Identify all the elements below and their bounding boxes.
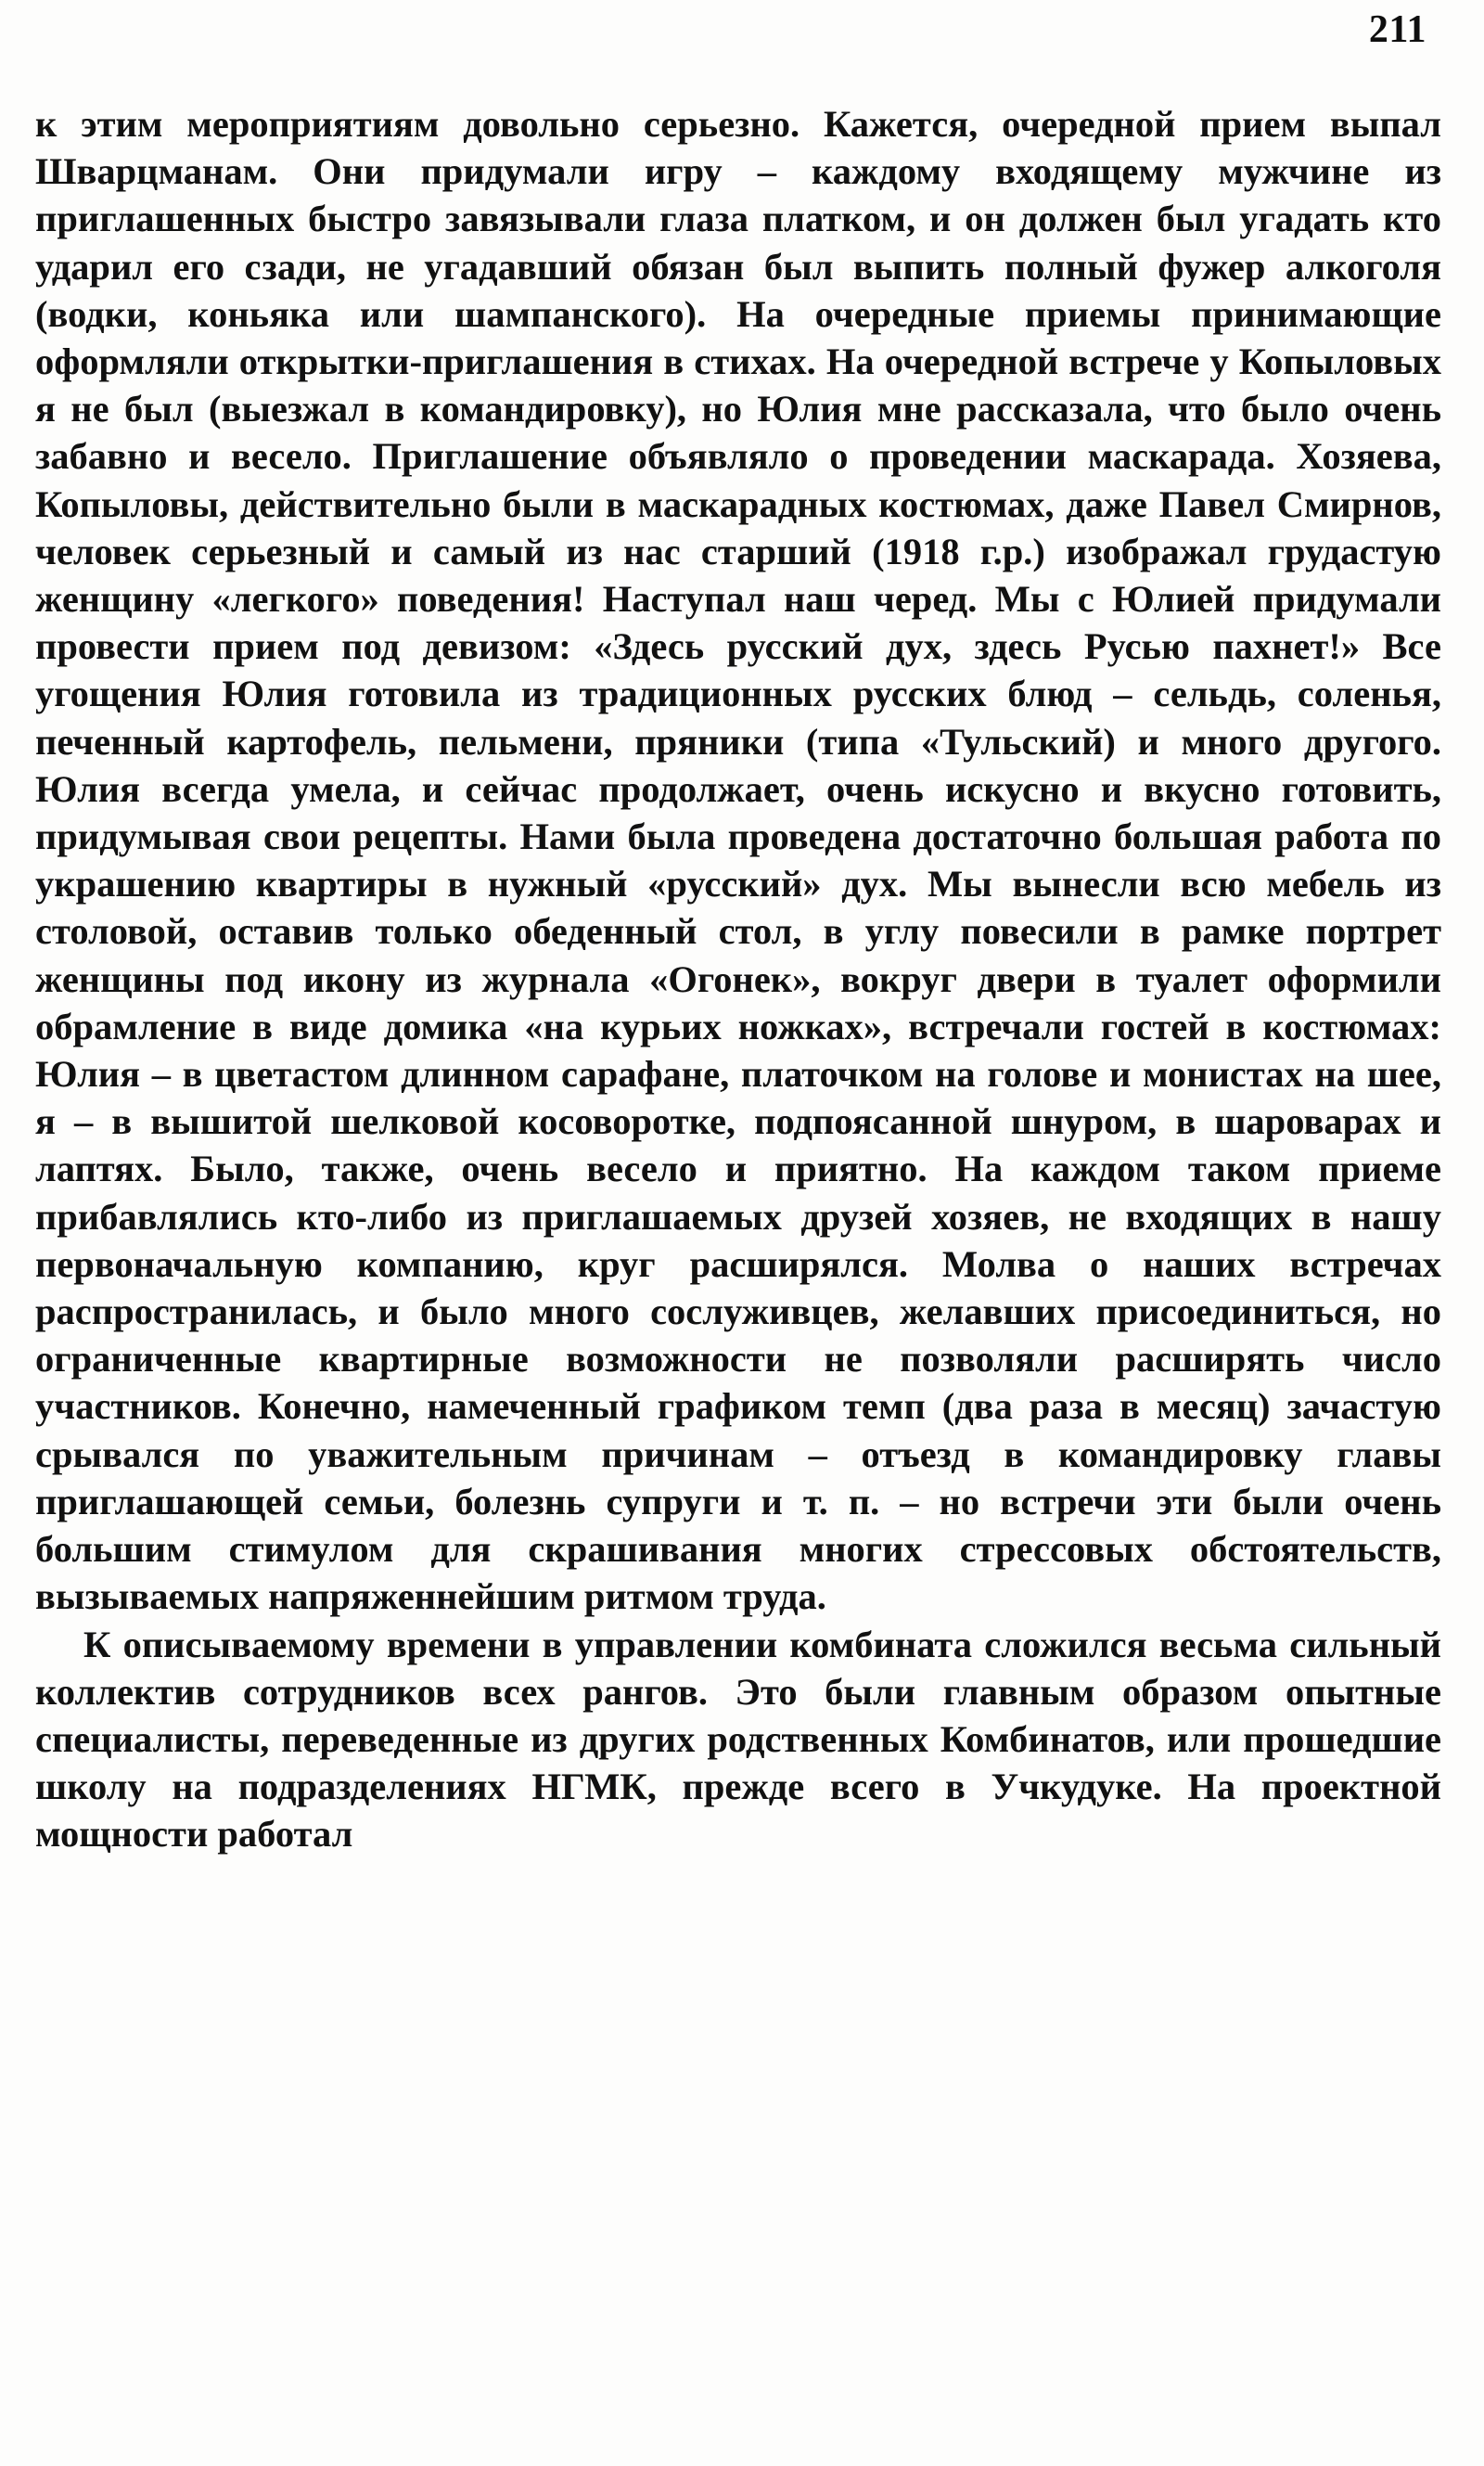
body-paragraph-1: к этим мероприятиям довольно серьезно. Кажется, очередной прием выпал Шварцманам. Они придумали игру – каждому входящему мужчине из приглашенных быстро завязывали глаза платком, и он должен был угадать кто ударил его сзади, не угадавший обязан был выпить полный фужер алкоголя (водки, коньяка или шампанского). На очередные приемы принимающие оформляли открытки-приглашения в стихах. На очередной встрече у Копыловых я не был (выезжал в командировку), но Юлия мне рассказала, что было очень забавно и весело. Приглашение объявляло о проведении маскарада. Хозяева, Копыловы, действительно были в маскарадных костюмах, даже Павел Смирнов, человек серьезный и самый из нас старший (1918 г.р.) изображал грудастую женщину «легкого» поведения! Наступал наш черед. Мы с Юлией придумали провести прием под девизом: «Здесь русский дух, здесь Русью пахнет!» Все угощения Юлия готовила из традиционных русских блюд – сельдь, соленья, печенный картофель, пельмени, пряники (типа «Тульский) и много другого. Юлия всегда умела, и сейчас продолжает, очень искусно и вкусно готовить, придумывая свои рецепты. Нами была проведена достаточно большая работа по украшению квартиры в нужный «русский» дух. Мы вынесли всю мебель из столовой, оставив только обеденный стол, в углу повесили в рамке портрет женщины под икону из журнала «Огонек», вокруг двери в туалет оформили обрамление в виде домика «на курьих ножках», встречали гостей в костюмах: Юлия – в цветастом длинном сарафане, платочком на голове и монистах на шее, я – в вышитой шелковой косоворотке, подпоясанной шнуром, в шароварах и лаптях. Было, также, очень весело и приятно. На каждом таком приеме прибавлялись кто-либо из приглашаемых друзей хозяев, не входящих в нашу первоначальную компанию, круг расширялся. Молва о наших встречах распространилась, и было много сослуживцев, желавших присоединиться, но ограниченные квартирные возможности не позволяли расширять число участников. Конечно, намеченный графиком темп (два раза в месяц) зачастую срывался по уважительным причинам – отъезд в командировку главы приглашающей семьи, болезнь супруги и т. п. – но встречи эти были очень большим стимулом для скрашивания многих стрессовых обстоятельств, вызываемых напряженнейшим ритмом труда. [35, 103, 1441, 1618]
page-text-body [35, 100, 1441, 1858]
body-paragraph-2: К описываемому времени в управлении комбината сложился весьма сильный коллектив сотрудников всех рангов. Это были главным образом опытные специалисты, переведенные из других родственных Комбинатов, или прошедшие школу на подразделениях НГМК, прежде всего в Учкудуке. На проектной мощности работал [35, 1623, 1441, 1856]
page-number: 211 [1368, 8, 1426, 51]
